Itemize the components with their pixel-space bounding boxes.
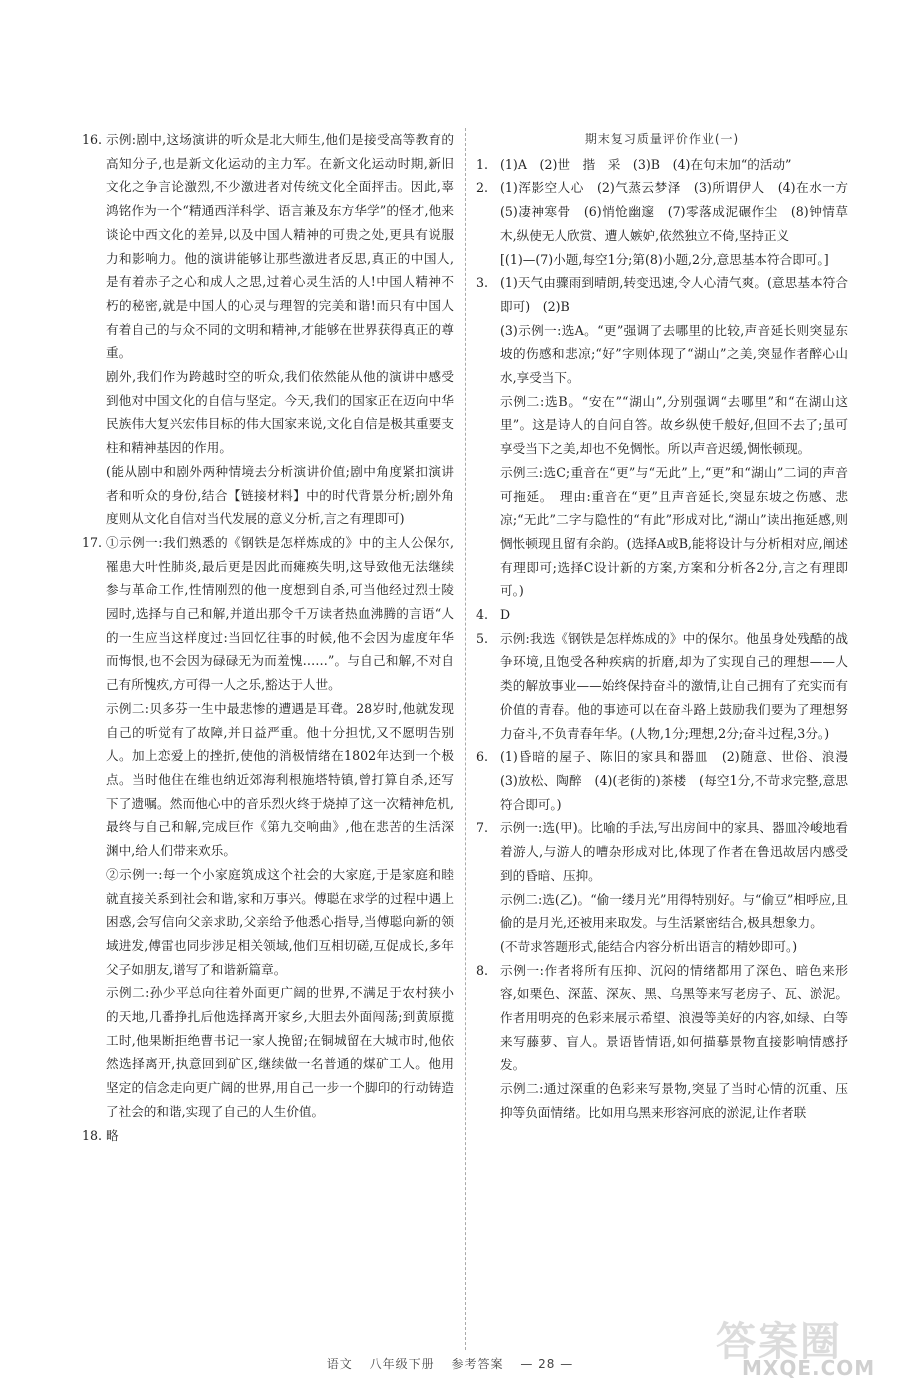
answer-body <box>500 627 848 746</box>
question-number: 6. <box>476 749 489 765</box>
answer-paragraph: 示例:我选《钢铁是怎样炼成的》中的保尔。他虽身处残酷的战争环境,且饱受各种疾病的折磨,却为了实现自己的理想——人类的解放事业——始终保持奋斗的激情,让自己拥有了充实而有价值的青春。他的事迹可以在奋斗路上鼓励我们要为了理想努力奋斗,不负青春年华。(人物,1分;理想,2分;奋斗过程,3分。) <box>500 630 848 741</box>
question-number: 18. <box>82 1127 103 1143</box>
answer-paragraph: 示例三:选C;重音在“更”与“无此”上,“更”和“湖山”二词的声音可拖延。 理由:重音在“更”且声音延长,突显东坡之伤感、悲凉;“无此”二字与隐性的“有此”形成对比,“湖山”读出拖延感,则惆怅顿现且留有余韵。(选择A或B,能将设计与分析相对应,阐述有理即可;选择C设计新的方案,方案和分析各2分,言之有理即可。) <box>500 464 848 599</box>
question-4 <box>476 603 848 627</box>
answer-paragraph: 示例一:作者将所有压抑、沉闷的情绪都用了深色、暗色来形容,如栗色、深蓝、深灰、黑、乌黑等来写老房子、瓦、淤泥。作者用明亮的色彩来展示希望、浪漫等美好的内容,如绿、白等来写藤萝、盲人。景语皆情语,如何描摹景物直接影响情感抒发。 <box>500 962 848 1073</box>
answer-body <box>106 128 454 531</box>
answer-body <box>500 745 861 816</box>
answer-paragraph: (能从剧中和剧外两种情境去分析演讲价值;剧中角度紧扣演讲者和听众的身份,结合【链接材料】中的时代背景分析;剧外角度则从文化自信对当代发展的意义分析,言之有理即可) <box>106 463 454 527</box>
answer-paragraph: ①示例一:我们熟悉的《钢铁是怎样炼成的》中的主人公保尔,罹患大叶性肺炎,最后更是因此而瘫痪失明,这导致他无法继续参与革命工作,性情刚烈的他一度想到自杀,可当他经过烈士陵园时,选择与自己和解,并道出那令千万读者热血沸腾的言语“人的一生应当这样度过:当回忆往事的时候,他不会因为虚度年华而悔恨,也不会因为碌碌无为而羞愧……”。与自己和解,不对自己有所愧疚,方可得一人之乐,豁达于人世。 <box>106 534 454 693</box>
column-divider <box>465 128 466 1350</box>
answer-paragraph: (1)A (2)世 揩 采 (3)B (4)在句末加“的活动” <box>500 156 792 172</box>
question-16 <box>82 128 454 531</box>
page-number: — 28 — <box>520 1357 574 1371</box>
question-18 <box>82 1124 454 1148</box>
question-number: 8. <box>476 962 489 978</box>
answer-body <box>500 153 848 177</box>
question-8 <box>476 959 848 1125</box>
question-5 <box>476 627 848 746</box>
question-1 <box>476 153 848 177</box>
answer-paragraph: 示例二:选(乙)。“偷一缕月光”用得特别好。与“偷豆”相呼应,且偷的是月光,还被用来取发。与生活紧密结合,极具想象力。 <box>500 891 848 931</box>
question-17 <box>82 531 454 1124</box>
question-3 <box>476 271 848 603</box>
answer-body <box>500 959 848 1125</box>
question-2 <box>476 176 861 271</box>
answer-paragraph: 示例一:选(甲)。比喻的手法,写出房间中的家具、器皿冷峻地看着游人,与游人的嘈杂形成对比,体现了作者在鲁迅故居内感受到的昏暗、压抑。 <box>500 820 848 883</box>
footer-grade: 八年级下册 <box>369 1357 435 1371</box>
question-number: 1. <box>476 156 489 172</box>
answer-paragraph: 略 <box>106 1127 119 1143</box>
question-number: 5. <box>476 630 489 646</box>
answer-paragraph: (3)示例一:选A。“更”强调了去哪里的比较,声音延长则突显东坡的伤感和悲凉;“好”字则体现了“湖山”之美,突显作者醉心山水,享受当下。 <box>500 322 848 386</box>
watermark-url: MXQE.COM <box>742 1356 876 1380</box>
question-number: 7. <box>476 820 489 836</box>
answer-paragraph: (不苛求答题形式,能结合内容分析出语言的精妙即可。) <box>500 938 798 954</box>
answer-paragraph: (1)浑影空人心 (2)气蒸云梦泽 (3)所谓伊人 (4)在水一方 (5)凄神寒骨 (6)悄怆幽邃 (7)零落成泥碾作尘 (8)钟情草木,纵使无人欣赏、遭人嫉妒,依然独立不倚,坚持正义 <box>500 180 861 243</box>
question-number: 4. <box>476 607 489 623</box>
question-6 <box>476 745 861 816</box>
answer-body <box>106 531 454 1124</box>
answer-paragraph: (1)天气由骤雨到晴朗,转变迅速,令人心清气爽。(意思基本符合即可) (2)B <box>500 275 848 314</box>
answer-paragraph: ②示例一:每一个小家庭筑成这个社会的大家庭,于是家庭和睦就直接关系到社会和谐,家和万事兴。傅聪在求学的过程中遇上困惑,会写信向父亲求助,父亲给予他悉心指导,当傅聪向新的领域进发,傅雷也同步涉足相关领域,他们互相切磋,互促成长,多年父子如朋友,谱写了和谐新篇章。 <box>106 866 454 977</box>
answer-paragraph: 示例二:选B。“安在”“湖山”,分别强调“去哪里”和“在湖山这里”。这是诗人的自问自答。故乡纵使千般好,但回不去了;虽可享受当下之美,却也不免惆怅。所以声音迟缓,惆怅顿现。 <box>500 393 848 457</box>
answer-body <box>500 271 848 603</box>
answer-body <box>500 816 848 958</box>
answer-paragraph: 剧外,我们作为跨越时空的听众,我们依然能从他的演讲中感受到他对中国文化的自信与坚定。今天,我们的国家正在迈向中华民族伟大复兴宏伟目标的伟大国家来说,文化自信是极其重要支柱和精神基因的作用。 <box>106 369 454 456</box>
answer-paragraph: 示例二:贝多芬一生中最悲惨的遭遇是耳聋。28岁时,他就发现自己的听觉有了故障,并日益严重。他十分担忧,又不愿明告别人。加上恋爱上的挫折,使他的消极情绪在1802年达到一个极点。当时他住在维也纳近郊海利根施塔特镇,曾打算自杀,还写下了遗嘱。然而他心中的音乐烈火终于烧掉了这一次精神危机,最终与自己和解,完成巨作《第九交响曲》,他在悲苦的生活深渊中,给人们带来欢乐。 <box>106 700 454 859</box>
question-number: 16. <box>82 132 103 147</box>
section-title: 期末复习质量评价作业(一) <box>584 132 740 146</box>
answer-paragraph: 示例二:通过深重的色彩来写景物,突显了当时心情的沉重、压抑等负面情绪。比如用乌黑来形容河底的淤泥,让作者联 <box>500 1081 848 1120</box>
question-number: 3. <box>476 275 489 291</box>
answer-paragraph: [(1)—(7)小题,每空1分;第(8)小题,2分,意思基本符合即可。] <box>500 251 829 267</box>
answer-paragraph: 示例二:孙少平总向往着外面更广阔的世界,不满足于农村狭小的天地,几番挣扎后他选择离开家乡,大胆去外面闯荡;到黄原揽工时,他果断拒绝曹书记一家人挽留;在铜城留在大城市时,他依然选择离开,执意回到矿区,继续做一名普通的煤矿工人。他用坚定的信念走向更广阔的世界,用自己一步一个脚印的行动铸造了社会的和谐,实现了自己的人生价值。 <box>106 985 454 1119</box>
watermark-logo: 答案圈 <box>716 1319 842 1365</box>
answer-paragraph: 示例:剧中,这场演讲的听众是北大师生,他们是接受高等教育的高知分子,也是新文化运动的主力军。在新文化运动时期,新旧文化之争言论激烈,不少激进者对传统文化全面抨击。因此,辜鸿铭作为一个“精通西洋科学、语言兼及东方华学”的怪才,他来谈论中西文化的差异,以及中国人精神的可贵之处,更具有说服力和影响力。他的演讲能够让那些激进者反思,真正的中国人,是有着赤子之心和成人之思,过着心灵生活的人!中国人精神不朽的秘密,就是中国人的心灵与理智的完美和谐!而只有中国人有着自己的与众不同的文明和精神,才能够在世界获得真正的尊重。 <box>106 132 454 361</box>
answer-body <box>500 603 848 627</box>
question-7 <box>476 816 848 958</box>
left-column <box>82 128 454 1147</box>
answer-body <box>500 176 861 271</box>
question-number: 2. <box>476 180 489 196</box>
footer-kind: 参考答案 <box>451 1357 504 1371</box>
right-column <box>476 128 861 1125</box>
footer-subject: 语文 <box>326 1357 353 1371</box>
answer-paragraph: (1)昏暗的屋子、陈旧的家具和器皿 (2)随意、世俗、浪漫 (3)放松、陶醉 (4)(老街的)茶楼 (每空1分,不苛求完整,意思符合即可。) <box>500 749 861 812</box>
answer-body <box>106 1124 454 1148</box>
watermark <box>712 1310 882 1380</box>
answer-paragraph: D <box>500 607 511 623</box>
question-number: 17. <box>82 534 103 550</box>
